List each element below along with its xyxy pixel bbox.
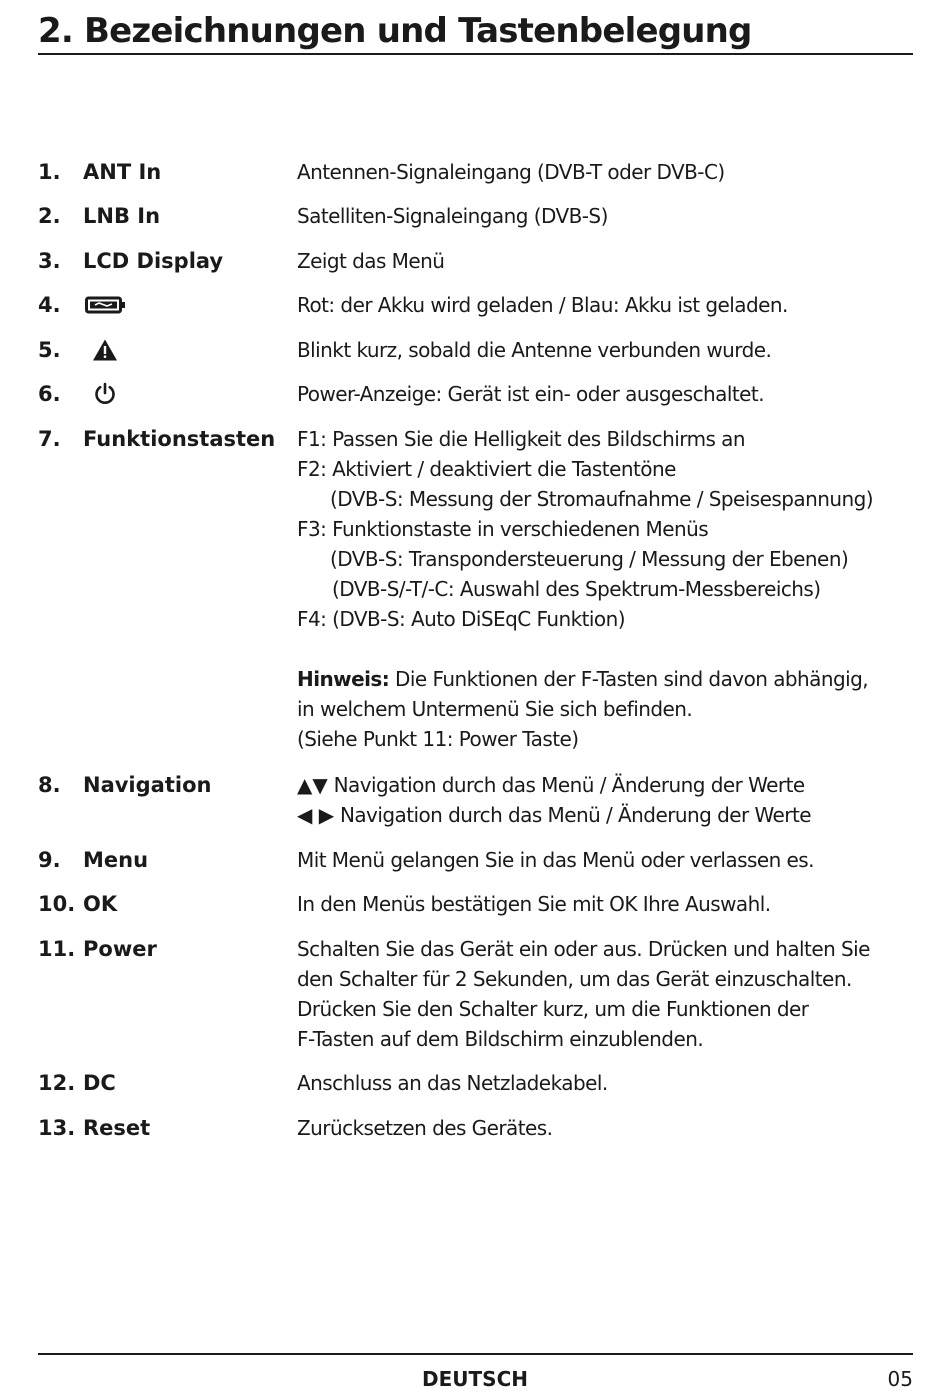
item-number: 13.: [38, 1116, 76, 1140]
note-line: in welchem Untermenü Sie sich befinden.: [297, 697, 693, 721]
item-description: [297, 157, 917, 187]
item-description: [297, 424, 917, 754]
item-description: [297, 770, 917, 830]
description-line: Zurücksetzen des Gerätes.: [297, 1116, 553, 1140]
item-label: OK: [83, 892, 118, 916]
footer-divider: [38, 1353, 913, 1355]
item-description: [297, 1113, 917, 1143]
note-label: Hinweis:: [297, 667, 390, 691]
description-text: Navigation durch das Menü / Änderung der Werte: [339, 803, 811, 827]
item-description: [297, 246, 917, 276]
description-line: Anschluss an das Netzladekabel.: [297, 1071, 608, 1095]
item-label: LNB In: [83, 204, 161, 228]
item-number: 4.: [38, 293, 61, 317]
item-number: 9.: [38, 848, 61, 872]
description-line: [297, 800, 917, 830]
description-line: F3: Funktionstaste in verschiedenen Menüs: [297, 517, 709, 541]
item-label: Reset: [83, 1116, 151, 1140]
item-description: [297, 379, 917, 409]
warning-triangle-icon: [92, 335, 118, 365]
note-text: Die Funktionen der F-Tasten sind davon abhängig,: [389, 667, 869, 691]
description-line: Schalten Sie das Gerät ein oder aus. Drücken und halten Sie: [297, 937, 870, 961]
item-label: DC: [83, 1071, 116, 1095]
item-description: [297, 201, 917, 231]
description-line: [297, 770, 917, 800]
description-line: Mit Menü gelangen Sie in das Menü oder verlassen es.: [297, 848, 814, 872]
item-number: 6.: [38, 382, 61, 406]
description-line: (DVB-S: Transpondersteuerung / Messung der Ebenen): [330, 547, 849, 571]
item-label: Power: [83, 937, 157, 961]
description-line: F1: Passen Sie die Helligkeit des Bildschirms an: [297, 427, 746, 451]
power-icon: [93, 379, 117, 409]
item-description: [297, 1068, 917, 1098]
description-line: F2: Aktiviert / deaktiviert die Tastentöne: [297, 457, 676, 481]
item-label: Funktionstasten: [83, 427, 276, 451]
description-line: den Schalter für 2 Sekunden, um das Gerät einzuschalten.: [297, 967, 852, 991]
item-description: [297, 290, 917, 320]
description-line: Blinkt kurz, sobald die Antenne verbunden wurde.: [297, 338, 772, 362]
description-line: Drücken Sie den Schalter kurz, um die Funktionen der: [297, 997, 809, 1021]
item-number: 12.: [38, 1071, 76, 1095]
item-label: Navigation: [83, 773, 212, 797]
battery-icon: [85, 290, 127, 320]
note-line: [297, 664, 917, 694]
item-number: 8.: [38, 773, 61, 797]
item-number: 7.: [38, 427, 61, 451]
description-line: F-Tasten auf dem Bildschirm einzublenden.: [297, 1027, 704, 1051]
description-line: In den Menüs bestätigen Sie mit OK Ihre Auswahl.: [297, 892, 771, 916]
description-line: (DVB-S: Messung der Stromaufnahme / Speisespannung): [330, 487, 874, 511]
description-line: Antennen-Signaleingang (DVB-T oder DVB-C): [297, 160, 725, 184]
item-number: 5.: [38, 338, 61, 362]
left-right-arrows-icon: ◀ ▶: [297, 803, 335, 827]
description-line: F4: (DVB-S: Auto DiSEqC Funktion): [297, 607, 625, 631]
heading-divider: [38, 53, 913, 55]
item-label: ANT In: [83, 160, 162, 184]
description-line: Rot: der Akku wird geladen / Blau: Akku ist geladen.: [297, 293, 788, 317]
description-line: (DVB-S/-T/-C: Auswahl des Spektrum-Messbereichs): [332, 577, 821, 601]
note-line: (Siehe Punkt 11: Power Taste): [297, 727, 579, 751]
description-line: Zeigt das Menü: [297, 249, 445, 273]
footer-language: DEUTSCH: [422, 1367, 528, 1391]
item-description: [297, 845, 917, 875]
item-description: [297, 934, 917, 1054]
item-number: 2.: [38, 204, 61, 228]
item-label: Menu: [83, 848, 149, 872]
page-number: 05: [887, 1367, 913, 1391]
item-description: [297, 889, 917, 919]
description-line: Power-Anzeige: Gerät ist ein- oder ausgeschaltet.: [297, 382, 765, 406]
item-description: [297, 335, 917, 365]
item-label: LCD Display: [83, 249, 224, 273]
item-number: 10.: [38, 892, 76, 916]
item-number: 3.: [38, 249, 61, 273]
spacer: [297, 634, 917, 664]
description-text: Navigation durch das Menü / Änderung der Werte: [333, 773, 805, 797]
item-number: 11.: [38, 937, 76, 961]
description-line: Satelliten-Signaleingang (DVB-S): [297, 204, 608, 228]
page-heading: 2. Bezeichnungen und Tastenbelegung: [38, 11, 752, 51]
item-number: 1.: [38, 160, 61, 184]
up-down-arrows-icon: ▲▼: [297, 773, 328, 797]
